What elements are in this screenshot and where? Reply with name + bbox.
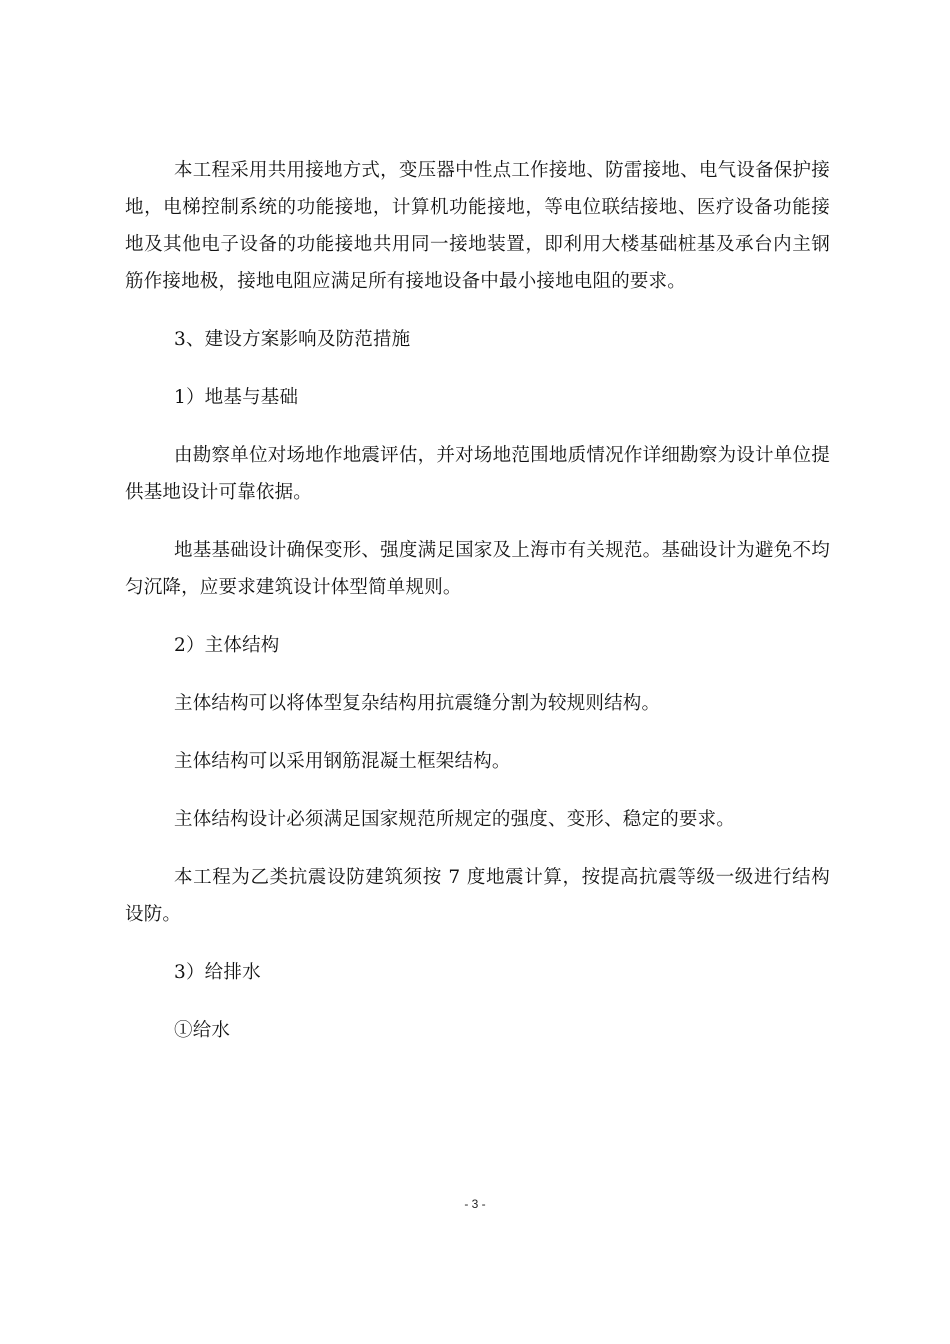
paragraph-grounding-method: 本工程采用共用接地方式，变压器中性点工作接地、防雷接地、电气设备保护接地，电梯控制系统的功能接地，计算机功能接地，等电位联结接地、医疗设备功能接地及其他电子设备的功能接地共用同一接地装置，即利用大楼基础桩基及承台内主钢筋作接地极，接地电阻应满足所有接地设备中最小接地电阻的要求。 [125,160,830,292]
paragraph-structural-requirements: 主体结构设计必须满足国家规范所规定的强度、变形、稳定的要求。 [174,809,736,830]
heading-section-3: 3、建设方案影响及防范措施 [174,329,411,350]
paragraph-site-survey: 由勘察单位对场地作地震评估，并对场地范围地质情况作详细勘察为设计单位提供基地设计可靠依据。 [125,445,830,503]
subheading-water-supply-drainage: 3）给排水 [174,962,261,983]
subheading-main-structure: 2）主体结构 [174,635,280,656]
paragraph-seismic-fortification: 本工程为乙类抗震设防建筑须按 7 度地震计算，按提高抗震等级一级进行结构设防。 [125,867,830,925]
subheading-water-supply: ①给水 [174,1020,231,1041]
subheading-foundation: 1）地基与基础 [174,387,299,408]
paragraph-foundation-design: 地基基础设计确保变形、强度满足国家及上海市有关规范。基础设计为避免不均匀沉降，应要求建筑设计体型简单规则。 [125,540,830,598]
page-number: - 3 - [464,1197,486,1211]
paragraph-concrete-frame: 主体结构可以采用钢筋混凝土框架结构。 [174,751,511,772]
page-body [125,152,830,1049]
paragraph-seismic-joint: 主体结构可以将体型复杂结构用抗震缝分割为较规则结构。 [174,693,661,714]
